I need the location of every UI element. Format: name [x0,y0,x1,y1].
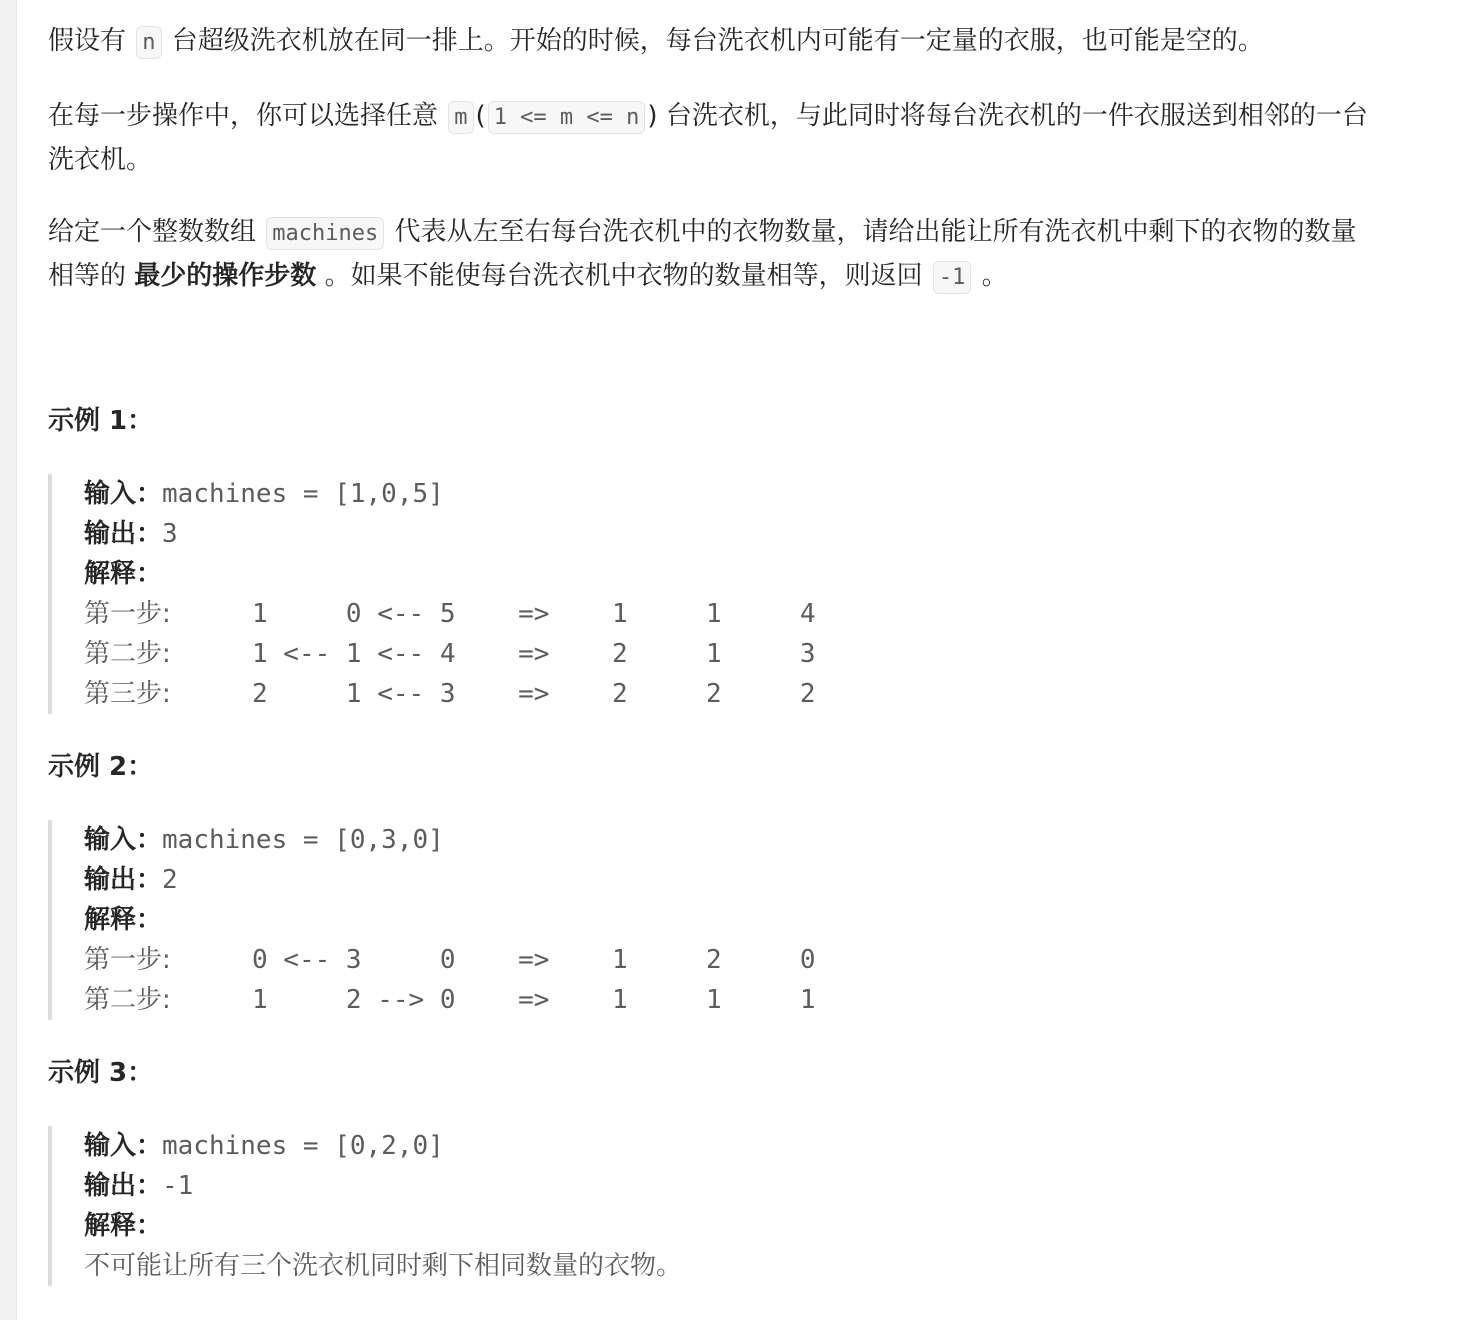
example-1-input-value: machines = [1,0,5] [162,479,444,509]
example-2-title: 示例 2： [48,752,154,782]
example-1-step-1 [84,594,816,634]
p3-end: 。 [981,261,1008,291]
example-3-block [48,1126,682,1286]
p2-post-line1: 台洗衣机，与此同时将每台洗衣机的一件衣服送到相邻的一台 [665,101,1368,131]
example-2-output-value: 2 [162,865,178,895]
step-label: 第一步: [84,599,171,629]
example-3-input-value: machines = [0,2,0] [162,1131,444,1161]
step-text: 2 1 <-- 3 => 2 2 2 [252,679,816,709]
p1-post-text: 台超级洗衣机放在同一排上。开始的时候，每台洗衣机内可能有一定量的衣服，也可能是空的。 [171,26,1264,56]
p2-open-paren: ( [475,101,486,131]
code-m: m [448,101,473,134]
step-label: 第二步: [84,985,171,1015]
p2-pre-text: 在每一步操作中，你可以选择任意 [48,101,439,131]
p3-mid-line2-pre: 相等的 [48,261,127,291]
p3-pre-text: 给定一个整数数组 [48,217,257,247]
example-2-explain-label: 解释： [84,905,163,935]
p1-pre-text: 假设有 [48,26,127,56]
description-paragraph-2 [48,95,1466,182]
example-3-input-label: 输入： [84,1131,163,1161]
example-1-output-value: 3 [162,519,178,549]
example-3-output-value: -1 [162,1171,194,1201]
code-neg1: -1 [933,261,972,294]
example-1-output-label: 输出： [84,519,163,549]
example-1-title: 示例 1： [48,406,154,436]
description-paragraph-1 [48,20,1466,64]
step-text: 1 0 <-- 5 => 1 1 4 [252,599,816,629]
example-3-explanation: 不可能让所有三个洗衣机同时剩下相同数量的衣物。 [84,1251,683,1281]
example-1-step-2 [84,634,816,674]
example-2-step-2 [84,980,816,1020]
p3-post-text: 。如果不能使每台洗衣机中衣物的数量相等，则返回 [324,261,923,291]
example-3-explain-label: 解释： [84,1211,163,1241]
example-2-output-label: 输出： [84,865,163,895]
example-2-block [48,820,816,1020]
example-1-explain-label: 解释： [84,559,163,589]
step-text: 0 <-- 3 0 => 1 2 0 [252,945,816,975]
step-text: 1 2 --> 0 => 1 1 1 [252,985,816,1015]
p2-close-paren: ) [647,101,658,131]
p3-strong-text: 最少的操作步数 [134,261,317,291]
example-1-step-3 [84,674,816,714]
code-machines: machines [266,217,384,250]
description-paragraph-3 [48,211,1466,299]
example-3-output-label: 输出： [84,1171,163,1201]
example-2-input-value: machines = [0,3,0] [162,825,444,855]
code-n: n [136,26,161,59]
p2-post-line2: 洗衣机。 [48,145,153,175]
example-2-step-1 [84,940,816,980]
step-label: 第二步: [84,639,171,669]
code-range: 1 <= m <= n [488,101,646,134]
left-rail [0,0,17,1320]
example-1-input-label: 输入： [84,479,163,509]
step-text: 1 <-- 1 <-- 4 => 2 1 3 [252,639,816,669]
step-label: 第一步: [84,945,171,975]
example-2-input-label: 输入： [84,825,163,855]
p3-mid-line1: 代表从左至右每台洗衣机中的衣物数量，请给出能让所有洗衣机中剩下的衣物的数量 [394,217,1357,247]
example-3-title: 示例 3： [48,1058,154,1088]
step-label: 第三步: [84,679,171,709]
example-1-block [48,474,816,714]
